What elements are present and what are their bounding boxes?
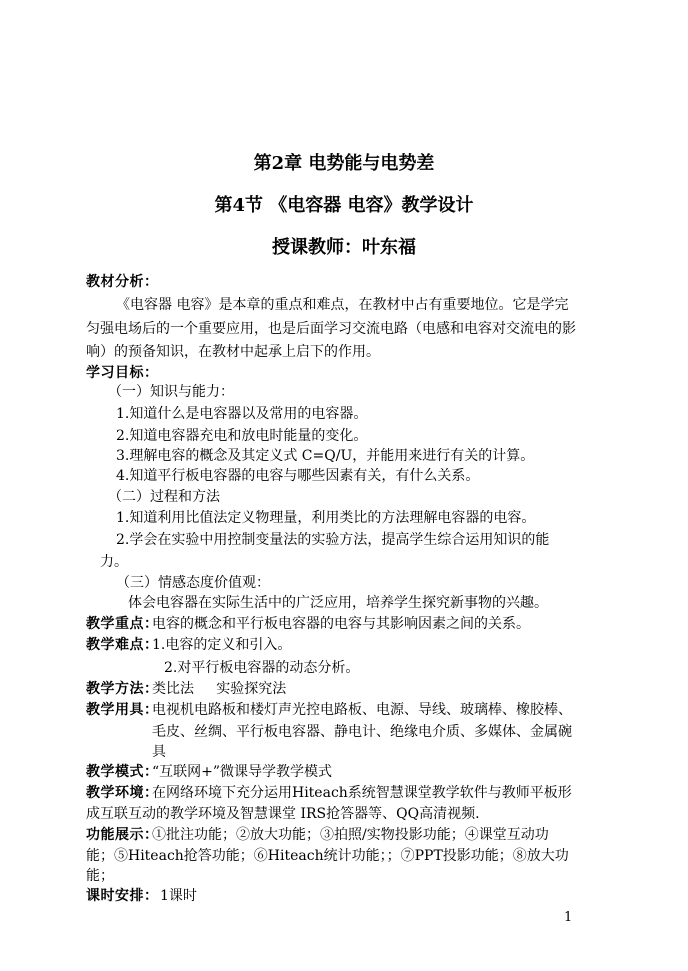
tools-line-2: 毛皮、丝绸、平行板电容器、静电计、绝缘电介质、多媒体、金属碗 [152,724,572,740]
analysis-line-1: 《电容器 电容》是本章的重点和难点，在教材中占有重要地位。它是学完 [116,297,569,313]
mode-label: 教学模式： [86,764,159,780]
objectives-label: 学习目标： [86,365,159,381]
features-line-3: 能； [86,868,114,884]
knowledge-heading: （一）知识与能力： [108,384,234,400]
chapter-title: 第2章 电势能与电势差 [253,153,435,174]
environment-line-1: 在网络环境下充分运用Hiteach系统智慧课堂教学软件与教师平板形 [152,785,572,801]
knowledge-item-4: 4.知道平行板电容器的电容与哪些因素有关，有什么关系。 [116,468,480,484]
page-number: 1 [564,910,573,925]
focus-text: 电容的概念和平行板电容器的电容与其影响因素之间的关系。 [152,616,530,632]
features-line-1: ①批注功能；②放大功能；③拍照/实物投影功能；④课堂互动功 [152,827,549,843]
difficulty-label: 教学难点： [86,637,159,653]
process-item-2: 2.学会在实验中用控制变量法的实验方法，提高学生综合运用知识的能 [116,532,550,548]
process-heading: （二）过程和方法 [108,489,220,505]
schedule-text: 1课时 [160,888,197,904]
features-line-2: 能；⑤Hiteach抢答功能；⑥Hiteach统计功能；；⑦PPT投影功能；⑧放大功 [86,848,569,864]
section-title: 第4节 《电容器 电容》教学设计 [214,195,474,216]
analysis-line-2: 匀强电场后的一个重要应用，也是后面学习交流电路（电感和电容对交流电的影 [86,321,576,337]
tools-line-3: 具 [152,744,166,760]
knowledge-item-2: 2.知道电容器充电和放电时能量的变化。 [116,428,368,444]
difficulty-item-1: 1.电容的定义和引入。 [152,637,292,653]
features-label: 功能展示： [86,827,159,843]
difficulty-item-2: 2.对平行板电容器的动态分析。 [164,660,360,676]
tools-label: 教学用具： [86,702,159,718]
emotion-heading: （三）情感态度价值观： [116,575,270,591]
focus-label: 教学重点： [86,616,159,632]
emotion-item-1: 体会电容器在实际生活中的广泛应用，培养学生探究新事物的兴趣。 [128,595,548,611]
process-item-1: 1.知道利用比值法定义物理量，利用类比的方法理解电容器的电容。 [116,510,536,526]
tools-line-1: 电视机电路板和楼灯声光控电路板、电源、导线、玻璃棒、橡胶棒、 [152,702,572,718]
knowledge-item-1: 1.知道什么是电容器以及常用的电容器。 [116,406,368,422]
analysis-line-3: 响）的预备知识，在教材中起承上启下的作用。 [86,344,380,360]
schedule-label: 课时安排： [86,888,159,904]
mode-text: “互联网+”微课导学教学模式 [152,764,333,780]
method-label: 教学方法： [86,681,159,697]
analysis-label: 教材分析： [86,274,159,290]
knowledge-item-3: 3.理解电容的概念及其定义式 C=Q/U，并能用来进行有关的计算。 [116,448,535,464]
environment-line-2: 成互联互动的教学环境及智慧课堂 IRS抢答器等、QQ高清视频. [86,806,480,822]
environment-label: 教学环境： [86,785,159,801]
process-item-2-cont: 力。 [100,554,128,570]
teacher-name: 授课教师：叶东福 [272,237,416,258]
method-text: 类比法 实验探究法 [152,681,287,697]
